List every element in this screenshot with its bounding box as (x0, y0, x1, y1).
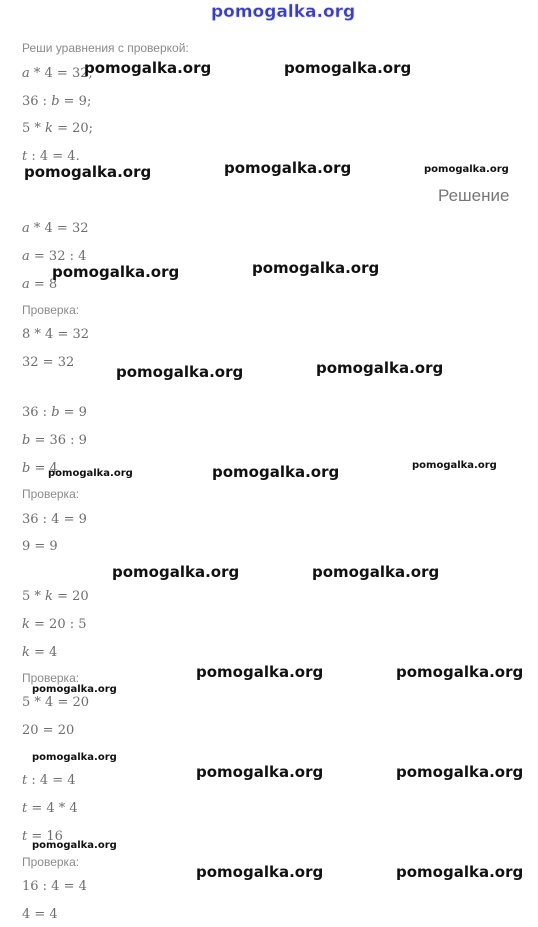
check-label-4: Проверка: (22, 855, 80, 869)
watermark: pomogalka.org (24, 163, 152, 181)
watermark: pomogalka.org (396, 863, 524, 881)
watermark: pomogalka.org (396, 763, 524, 781)
watermark: pomogalka.org (32, 752, 117, 763)
watermark: pomogalka.org (52, 263, 180, 281)
watermark: pomogalka.org (312, 563, 440, 581)
watermark: pomogalka.org (32, 840, 117, 851)
solution-2-step-2: b = 36 : 9 (22, 433, 87, 448)
watermark: pomogalka.org (196, 763, 324, 781)
watermark: pomogalka.org (396, 663, 524, 681)
check-label-3: Проверка: (22, 671, 80, 685)
problem-1: a * 4 = 32; (22, 66, 93, 81)
solution-3-check-1: 5 * 4 = 20 (22, 695, 90, 710)
solution-1-step-1: a * 4 = 32 (22, 221, 89, 236)
solution-3-step-1: 5 * k = 20 (22, 589, 89, 604)
watermark: pomogalka.org (316, 359, 444, 377)
task-text: Реши уравнения с проверкой: (22, 41, 189, 55)
watermark: pomogalka.org (196, 863, 324, 881)
watermark: pomogalka.org (112, 563, 240, 581)
solution-3-check-2: 20 = 20 (22, 723, 75, 738)
problem-4: t : 4 = 4. (22, 149, 80, 164)
watermark: pomogalka.org (424, 164, 509, 175)
solution-2-step-3: b = 4 (22, 461, 58, 476)
solution-1-check-2: 32 = 32 (22, 355, 75, 370)
solution-1-step-3: a = 8 (22, 277, 58, 292)
solution-2-check-1: 36 : 4 = 9 (22, 512, 87, 527)
solution-4-step-1: t : 4 = 4 (22, 773, 76, 788)
solution-4-check-2: 4 = 4 (22, 907, 58, 922)
watermark: pomogalka.org (212, 463, 340, 481)
watermark: pomogalka.org (284, 59, 412, 77)
solution-1-step-2: a = 32 : 4 (22, 249, 87, 264)
watermark: pomogalka.org (224, 159, 352, 177)
watermark: pomogalka.org (48, 468, 133, 479)
watermark: pomogalka.org (32, 684, 117, 695)
solution-2-check-2: 9 = 9 (22, 539, 58, 554)
watermark: pomogalka.org (252, 259, 380, 277)
watermark: pomogalka.org (196, 663, 324, 681)
watermark: pomogalka.org (116, 363, 244, 381)
solution-4-check-1: 16 : 4 = 4 (22, 879, 87, 894)
problem-3: 5 * k = 20; (22, 121, 94, 136)
solution-3-step-3: k = 4 (22, 645, 58, 660)
solution-4-step-3: t = 16 (22, 829, 63, 844)
problem-2: 36 : b = 9; (22, 94, 92, 109)
solution-2-step-1: 36 : b = 9 (22, 405, 87, 420)
solution-3-step-2: k = 20 : 5 (22, 617, 87, 632)
watermark: pomogalka.org (84, 59, 212, 77)
site-title: pomogalka.org (211, 2, 356, 22)
watermark: pomogalka.org (412, 460, 497, 471)
solution-4-step-2: t = 4 * 4 (22, 801, 78, 816)
solution-heading: Решение (438, 186, 510, 205)
check-label-2: Проверка: (22, 487, 80, 501)
solution-1-check-1: 8 * 4 = 32 (22, 327, 90, 342)
check-label-1: Проверка: (22, 303, 80, 317)
